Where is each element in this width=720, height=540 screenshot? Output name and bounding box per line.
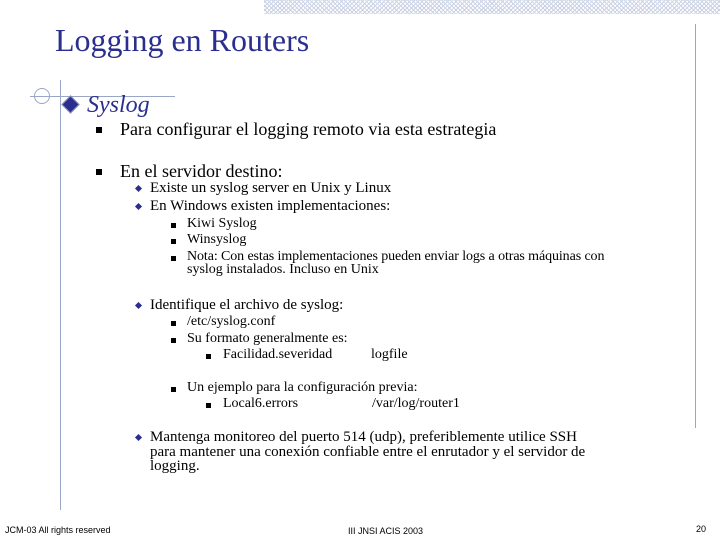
square-bullet-icon xyxy=(171,239,176,244)
subbullet-text: En Windows existen implementaciones: xyxy=(150,198,391,214)
square-bullet-icon xyxy=(206,403,211,408)
item-text: Nota: Con estas implementaciones pueden enviar logs a otras máquinas con xyxy=(187,249,605,264)
item-text: Winsyslog xyxy=(187,232,247,247)
square-bullet-icon xyxy=(96,127,102,133)
section-heading: Syslog xyxy=(87,92,150,118)
config-logfile: logfile xyxy=(371,347,408,362)
footer-copyright: JCM-03 All rights reserved xyxy=(5,525,111,535)
header-hatch-band xyxy=(264,0,720,14)
crosshair-circle xyxy=(34,88,50,104)
slide-title: Logging en Routers xyxy=(55,22,310,58)
subbullet-text-continued: logging. xyxy=(150,458,200,474)
square-bullet-icon xyxy=(171,387,176,392)
bullet-text: Para configurar el logging remoto via esta estrategia xyxy=(120,119,497,139)
item-text: Kiwi Syslog xyxy=(187,216,257,231)
item-text: Un ejemplo para la configuración previa: xyxy=(187,380,418,395)
subbullet-text: Existe un syslog server en Unix y Linux xyxy=(150,180,392,196)
square-bullet-icon xyxy=(171,256,176,261)
square-bullet-icon xyxy=(171,223,176,228)
footer-event: III JNSI ACIS 2003 xyxy=(348,526,424,536)
config-logfile: /var/log/router1 xyxy=(372,396,460,411)
square-bullet-icon xyxy=(171,338,176,343)
square-bullet-icon xyxy=(171,321,176,326)
left-divider-line xyxy=(60,80,61,510)
square-bullet-icon xyxy=(206,354,211,359)
config-facility: Local6.errors xyxy=(223,396,299,411)
diamond-bullet-icon xyxy=(62,96,78,112)
subbullet-text: Mantenga monitoreo del puerto 514 (udp), preferiblemente utilice SSH xyxy=(150,429,577,445)
page-number: 20 xyxy=(696,524,707,534)
item-text: Su formato generalmente es: xyxy=(187,331,348,346)
diamond-subbullet-icon xyxy=(135,203,142,210)
config-facility: Facilidad.severidad xyxy=(223,347,333,362)
subbullet-text-continued: para mantener una conexión confiable entre el enrutador y el servidor de xyxy=(150,444,586,460)
bullet-text: En el servidor destino: xyxy=(120,161,283,181)
diamond-subbullet-icon xyxy=(135,302,142,309)
diamond-subbullet-icon xyxy=(135,434,142,441)
diamond-subbullet-icon xyxy=(135,185,142,192)
square-bullet-icon xyxy=(96,169,102,175)
right-divider-line xyxy=(695,24,696,428)
item-text-continued: syslog instalados. Incluso en Unix xyxy=(187,262,379,277)
subbullet-text: Identifique el archivo de syslog: xyxy=(150,297,344,313)
item-text: /etc/syslog.conf xyxy=(187,314,276,329)
